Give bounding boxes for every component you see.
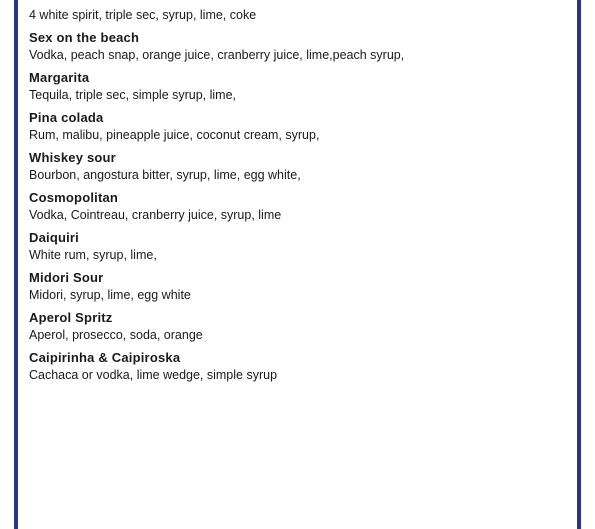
cocktail-name: Whiskey sour <box>29 150 116 165</box>
cocktail-ingredients: Midori, syrup, lime, egg white <box>29 288 191 302</box>
cocktail-name: Pina colada <box>29 110 104 125</box>
cocktail-menu-list <box>29 0 569 389</box>
cocktail-ingredients: Tequila, triple sec, simple syrup, lime, <box>29 88 237 102</box>
cocktail-ingredients: Vodka, Cointreau, cranberry juice, syrup, lime <box>29 208 282 222</box>
cocktail-item <box>29 229 569 269</box>
cocktail-item <box>29 189 569 229</box>
cocktail-name: Cosmopolitan <box>29 190 119 205</box>
cocktail-name: Midori Sour <box>29 270 104 285</box>
cocktail-name: Caipirinha & Caipiroska <box>29 350 181 365</box>
cocktail-name: Aperol Spritz <box>29 310 113 325</box>
cocktail-item <box>29 0 569 29</box>
cocktail-ingredients: 4 white spirit, triple sec, syrup, lime, coke <box>29 8 257 22</box>
page-frame-right-border <box>577 0 581 529</box>
cocktail-item <box>29 269 569 309</box>
cocktail-item <box>29 109 569 149</box>
cocktail-name: Daiquiri <box>29 230 79 245</box>
cocktail-ingredients: White rum, syrup, lime, <box>29 248 157 262</box>
cocktail-name: Sex on the beach <box>29 30 140 45</box>
cocktail-item <box>29 349 569 389</box>
page-frame-left-border <box>14 0 18 529</box>
cocktail-name: Margarita <box>29 70 90 85</box>
cocktail-ingredients: Aperol, prosecco, soda, orange <box>29 328 203 342</box>
cocktail-item <box>29 29 569 69</box>
cocktail-item <box>29 309 569 349</box>
cocktail-ingredients: Rum, malibu, pineapple juice, coconut cream, syrup, <box>29 128 320 142</box>
cocktail-ingredients: Vodka, peach snap, orange juice, cranberry juice, lime,peach syrup, <box>29 48 405 62</box>
cocktail-item <box>29 149 569 189</box>
cocktail-item <box>29 69 569 109</box>
cocktail-ingredients: Bourbon, angostura bitter, syrup, lime, egg white, <box>29 168 301 182</box>
cocktail-ingredients: Cachaca or vodka, lime wedge, simple syrup <box>29 368 278 382</box>
